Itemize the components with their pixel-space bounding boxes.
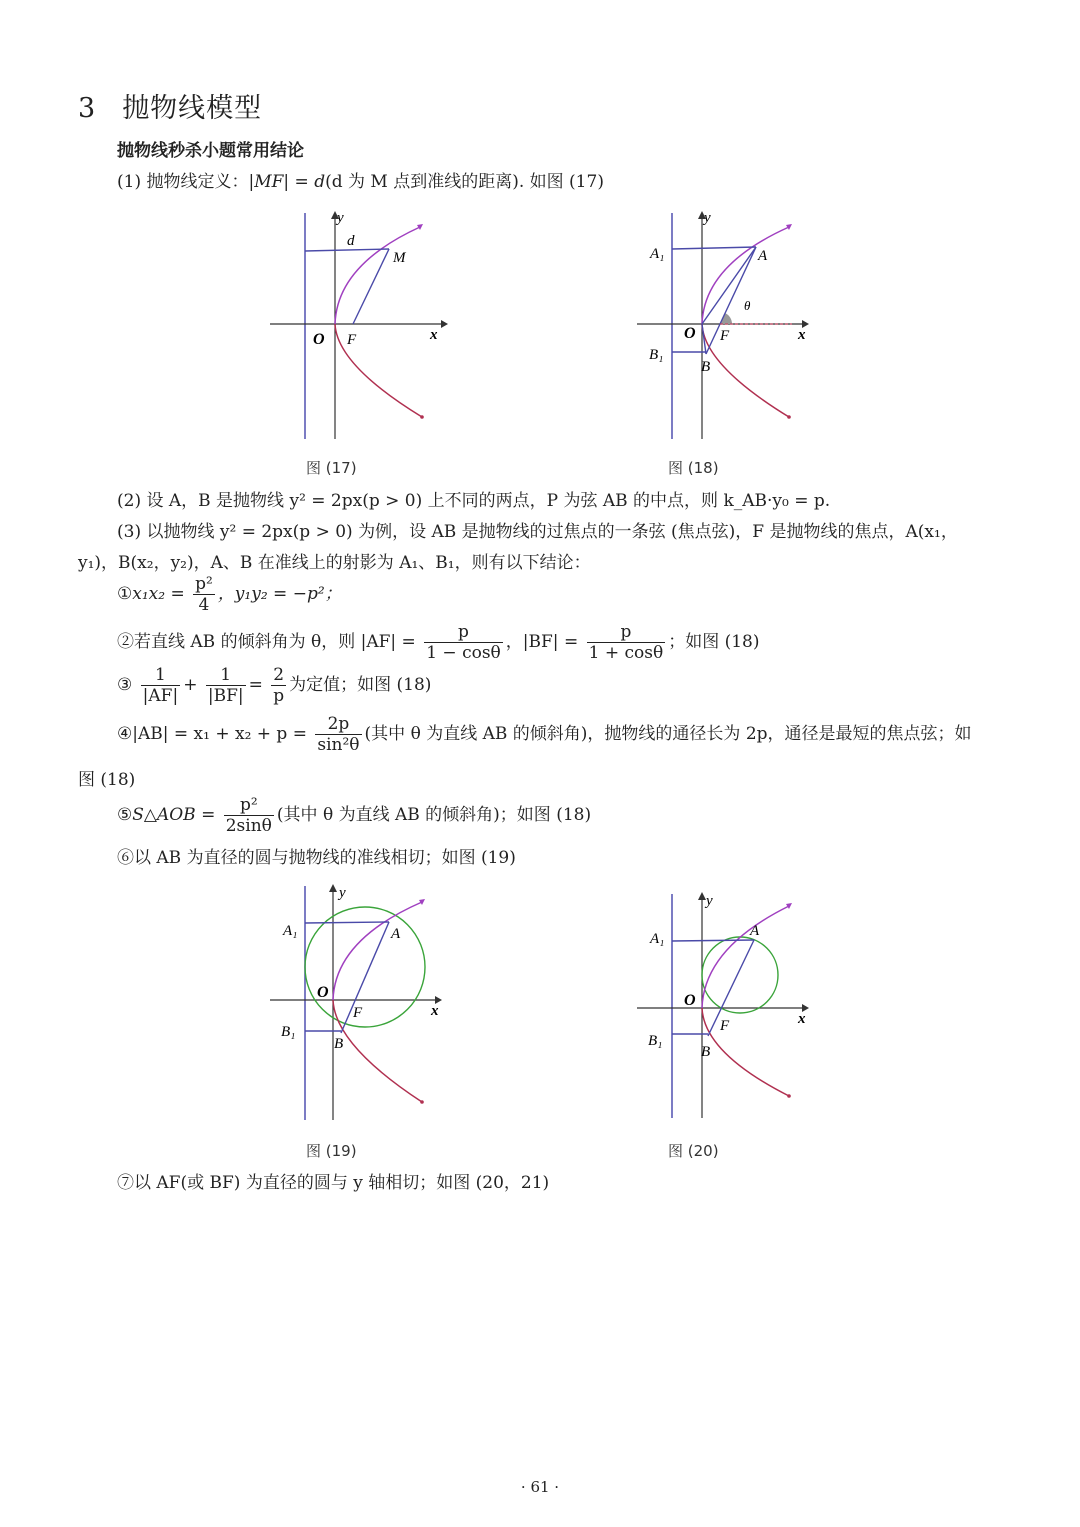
denominator: |AF| xyxy=(142,686,179,706)
numerator: 1 xyxy=(220,665,232,685)
denominator: 4 xyxy=(193,594,215,615)
item-mark: ① xyxy=(117,584,133,604)
paragraph-3-line-1: (3) 以抛物线 y² = 2px(p > 0) 为例，设 AB 是抛物线的过焦点的一条弦 (焦点弦)，F 是抛物线的焦点，A(x₁， xyxy=(117,522,958,542)
label-y: y xyxy=(339,885,346,901)
numerator: p xyxy=(458,622,469,642)
numerator: p² xyxy=(239,795,258,815)
parabola-arrow xyxy=(786,903,792,909)
paragraph-2: (2) 设 A，B 是抛物线 y² = 2px(p > 0) 上不同的两点，P 为弦 AB 的中点，则 k_AB·y₀ = p. xyxy=(117,491,831,511)
item3-text: 为定值；如图 (18) xyxy=(289,675,432,695)
label-theta: θ xyxy=(744,298,751,313)
parabola-arrow xyxy=(417,224,423,230)
parabola-lower-branch xyxy=(702,324,789,417)
y-axis-arrow xyxy=(698,892,706,900)
label-a1: A₁ xyxy=(650,246,665,262)
fraction xyxy=(224,795,274,836)
parabola-upper-branch xyxy=(333,902,422,1000)
item4-lhs: |AB| = x₁ + x₂ + p = xyxy=(132,724,307,744)
label-d: d xyxy=(347,233,355,249)
paragraph-3-line-2: y₁)，B(x₂，y₂)，A、B 在准线上的射影为 A₁、B₁，则有以下结论： xyxy=(78,553,591,573)
conclusion-4-continued: 图 (18) xyxy=(78,770,136,790)
denominator: 1 + cosθ xyxy=(588,643,664,663)
theta-angle-wedge xyxy=(720,313,732,324)
label-b1: B₁ xyxy=(649,347,664,363)
a-a1-segment xyxy=(305,922,389,923)
parabola-lower-branch xyxy=(333,1000,422,1102)
p1-lead: (1) 抛物线定义： xyxy=(117,172,249,192)
parabola-end-point xyxy=(787,415,791,419)
item2-text-b: ，|BF| = xyxy=(505,632,579,652)
figure-19 xyxy=(265,880,450,1125)
conclusion-7 xyxy=(117,1168,549,1193)
label-a: A xyxy=(391,926,401,942)
figure-18 xyxy=(632,205,817,445)
paragraph-1 xyxy=(117,167,604,192)
figure-17 xyxy=(265,205,450,445)
label-y: y xyxy=(704,210,711,226)
conclusion-5 xyxy=(117,795,591,836)
focal-chord-ab xyxy=(708,940,754,1036)
label-a1: A₁ xyxy=(650,931,665,947)
y-axis-arrow xyxy=(329,884,337,892)
item4-text: (其中 θ 为直线 AB 的倾斜角)，抛物线的通径长为 2p，通径是最短的焦点弦；如 xyxy=(364,724,972,744)
label-m: M xyxy=(393,250,406,266)
label-f: F xyxy=(720,1018,730,1034)
section-number: 3 xyxy=(78,93,97,124)
conclusion-1 xyxy=(117,574,342,615)
item1-lhs: x₁x₂ = xyxy=(132,584,185,604)
label-b1: B₁ xyxy=(281,1024,296,1040)
item6-text: 以 AB 为直径的圆与抛物线的准线相切；如图 (19) xyxy=(134,848,516,868)
p1-tail: (d 为 M 点到准线的距离). 如图 (17) xyxy=(325,172,604,192)
label-b: B xyxy=(701,1044,711,1060)
label-b1: B₁ xyxy=(648,1033,663,1049)
label-x: x xyxy=(430,327,438,343)
parabola-arrow xyxy=(786,224,792,230)
section-title: 抛物线模型 xyxy=(122,93,263,124)
item2-text-a: 若直线 AB 的倾斜角为 θ，则 |AF| = xyxy=(134,632,416,652)
numerator: p² xyxy=(195,574,213,594)
fraction-af xyxy=(424,622,503,663)
item7-text: 以 AF(或 BF) 为直径的圆与 y 轴相切；如图 (20，21) xyxy=(134,1173,550,1193)
fraction xyxy=(193,574,215,615)
numerator: 2p xyxy=(327,714,350,734)
label-y: y xyxy=(337,210,344,226)
label-o: O xyxy=(684,992,696,1009)
label-f: F xyxy=(347,332,357,348)
figure-19-caption: 图 (19) xyxy=(306,1142,357,1160)
x-axis-arrow xyxy=(441,320,448,328)
label-b: B xyxy=(334,1036,344,1052)
plus-sign: + xyxy=(183,675,198,695)
item1-rhs: ，y₁y₂ = −p²； xyxy=(217,584,342,604)
denominator: |BF| xyxy=(207,686,244,706)
fraction-1 xyxy=(141,665,181,706)
label-a1: A₁ xyxy=(283,923,298,939)
section-heading xyxy=(78,86,262,125)
denominator: 2sinθ xyxy=(225,816,272,836)
figure-20 xyxy=(632,888,817,1123)
conclusion-4 xyxy=(117,714,972,755)
figure-20-caption: 图 (20) xyxy=(668,1142,719,1160)
label-f: F xyxy=(353,1005,363,1021)
fraction xyxy=(315,714,361,755)
denominator: p xyxy=(273,686,285,706)
figure-17-caption: 图 (17) xyxy=(306,459,357,477)
numerator: p xyxy=(620,622,632,642)
item-mark: ③ xyxy=(117,675,133,695)
parabola-end-point xyxy=(787,1094,791,1098)
conclusion-6 xyxy=(117,843,516,868)
circle-af-diameter xyxy=(702,937,778,1013)
label-x: x xyxy=(798,327,806,343)
conclusion-2 xyxy=(117,622,760,663)
a-a1-segment xyxy=(672,940,754,941)
fraction-bf xyxy=(587,622,666,663)
item-mark: ⑦ xyxy=(117,1173,134,1193)
item-mark: ⑥ xyxy=(117,848,134,868)
conclusion-3 xyxy=(117,665,431,706)
label-b: B xyxy=(701,359,711,375)
fraction-3 xyxy=(271,665,286,706)
denominator: 1 − cosθ xyxy=(426,643,501,663)
label-a: A xyxy=(750,923,760,939)
item-mark: ② xyxy=(117,632,134,652)
distance-segment xyxy=(305,249,389,251)
item-mark: ④ xyxy=(117,724,133,744)
parabola-end-point xyxy=(420,415,424,419)
item2-text-c: ；如图 (18) xyxy=(668,632,760,652)
p1-formula: |MF| = d xyxy=(248,172,326,192)
label-y: y xyxy=(706,893,713,909)
item-mark: ⑤ xyxy=(117,805,133,825)
figure-18-caption: 图 (18) xyxy=(668,459,719,477)
label-f: F xyxy=(720,328,730,344)
mf-segment xyxy=(353,249,389,324)
item5-lhs: S△AOB = xyxy=(132,805,216,825)
page-number: · 61 · xyxy=(520,1478,560,1496)
parabola-arrow xyxy=(419,899,425,905)
item5-text: (其中 θ 为直线 AB 的倾斜角)；如图 (18) xyxy=(276,805,592,825)
label-x: x xyxy=(431,1003,439,1019)
label-x: x xyxy=(798,1011,806,1027)
focal-chord-ab xyxy=(341,922,389,1033)
label-o: O xyxy=(313,331,325,348)
numerator: 1 xyxy=(155,665,166,685)
label-a: A xyxy=(758,248,768,264)
equals-sign: = xyxy=(248,675,263,695)
circle-ab-diameter xyxy=(305,907,425,1027)
fraction-2 xyxy=(206,665,246,706)
label-o: O xyxy=(684,325,696,342)
a-a1-segment xyxy=(672,247,756,249)
subsection-title: 抛物线秒杀小题常用结论 xyxy=(117,141,304,161)
numerator: 2 xyxy=(273,665,285,685)
parabola-end-point xyxy=(420,1100,424,1104)
label-o: O xyxy=(317,984,329,1001)
denominator: sin²θ xyxy=(317,735,360,755)
